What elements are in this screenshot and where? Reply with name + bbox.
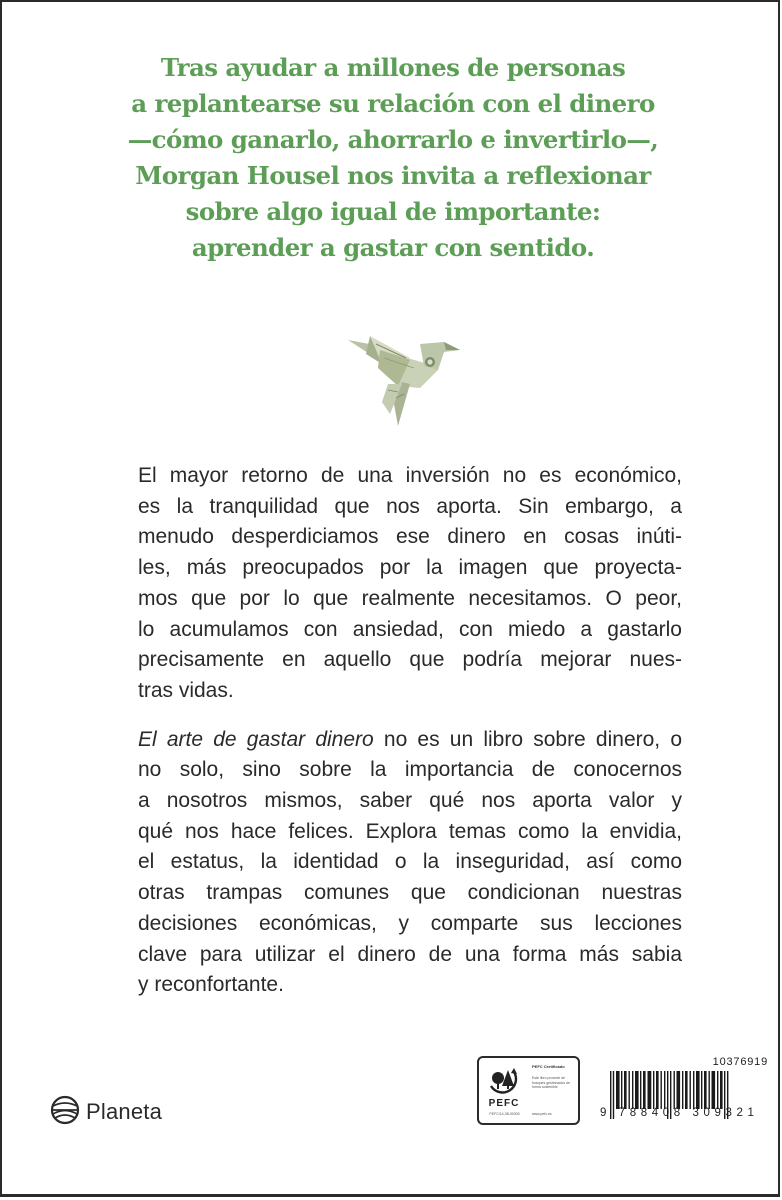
synopsis (138, 461, 682, 1001)
synopsis-paragraph-2 (138, 725, 682, 1001)
tagline-line: Morgan Housel nos invita a reflexionar (135, 161, 651, 190)
isbn-barcode (600, 1056, 770, 1126)
synopsis-paragraph-1 (138, 461, 682, 707)
synopsis-line: otras trampas comunes que condicionan nuestras (138, 881, 682, 905)
synopsis-line: clave para utilizar el dinero de una forma más sabia (138, 942, 682, 966)
synopsis-line: menudo desperdiciamos ese dinero en cosas inúti- (138, 525, 682, 549)
synopsis-line: qué nos hace felices. Explora temas como la envidia, (138, 819, 682, 843)
pefc-certification (477, 1056, 580, 1125)
pefc-code: PEFC/14-38-00305 (489, 1112, 520, 1116)
pefc-logo-text: PEFC (488, 1098, 520, 1109)
synopsis-line (138, 725, 682, 756)
tagline-line: —cómo ganarlo, ahorrarlo e invertirlo—, (127, 125, 659, 154)
isbn-number: 9 788408 309321 (600, 1107, 759, 1119)
origami-bird-icon (340, 328, 460, 428)
tagline-line: a replantearse su relación con el dinero (131, 89, 655, 118)
tagline (62, 50, 724, 266)
internal-code: 10376919 (712, 1056, 768, 1068)
synopsis-line: es la tranquilidad que nos aporta. Sin embargo, a (138, 494, 682, 518)
synopsis-line: lo acumulamos con ansiedad, con miedo a gastarlo (138, 617, 682, 641)
globe-icon (50, 1095, 80, 1130)
trees-icon (486, 1064, 520, 1098)
synopsis-line-rest: no es un libro sobre dinero, o (373, 727, 682, 751)
publisher-name: Planeta (86, 1099, 163, 1124)
pefc-description: Este libro procede de bosques gestionados de forma sostenible (532, 1076, 570, 1089)
book-title: El arte de gastar dinero (138, 727, 374, 751)
synopsis-line: precisamente en aquello que podría mejorar nues- (138, 648, 682, 672)
synopsis-line: a nosotros mismos, saber qué nos aporta valor y (138, 789, 682, 813)
synopsis-line: tras vidas. (138, 678, 234, 702)
synopsis-line: no solo, sino sobre la importancia de conocernos (138, 758, 682, 782)
synopsis-line: y reconfortante. (138, 973, 284, 997)
pefc-url: www.pefc.es (532, 1112, 552, 1116)
tagline-line: Tras ayudar a millones de personas (160, 53, 626, 82)
synopsis-line: mos que por lo que realmente necesitamos. O peor, (138, 586, 682, 610)
synopsis-line: El mayor retorno de una inversión no es económico, (138, 464, 682, 487)
tagline-line: sobre algo igual de importante: (185, 197, 601, 226)
synopsis-line: decisiones económicas, y comparte sus lecciones (138, 911, 682, 935)
synopsis-line: el estatus, la identidad o la inseguridad, así como (138, 850, 682, 874)
publisher-logo (50, 1096, 162, 1128)
pefc-title: PEFC Certificado (532, 1064, 565, 1069)
tagline-line: aprender a gastar con sentido. (191, 233, 595, 262)
synopsis-line: les, más preocupados por la imagen que proyecta- (138, 556, 682, 580)
